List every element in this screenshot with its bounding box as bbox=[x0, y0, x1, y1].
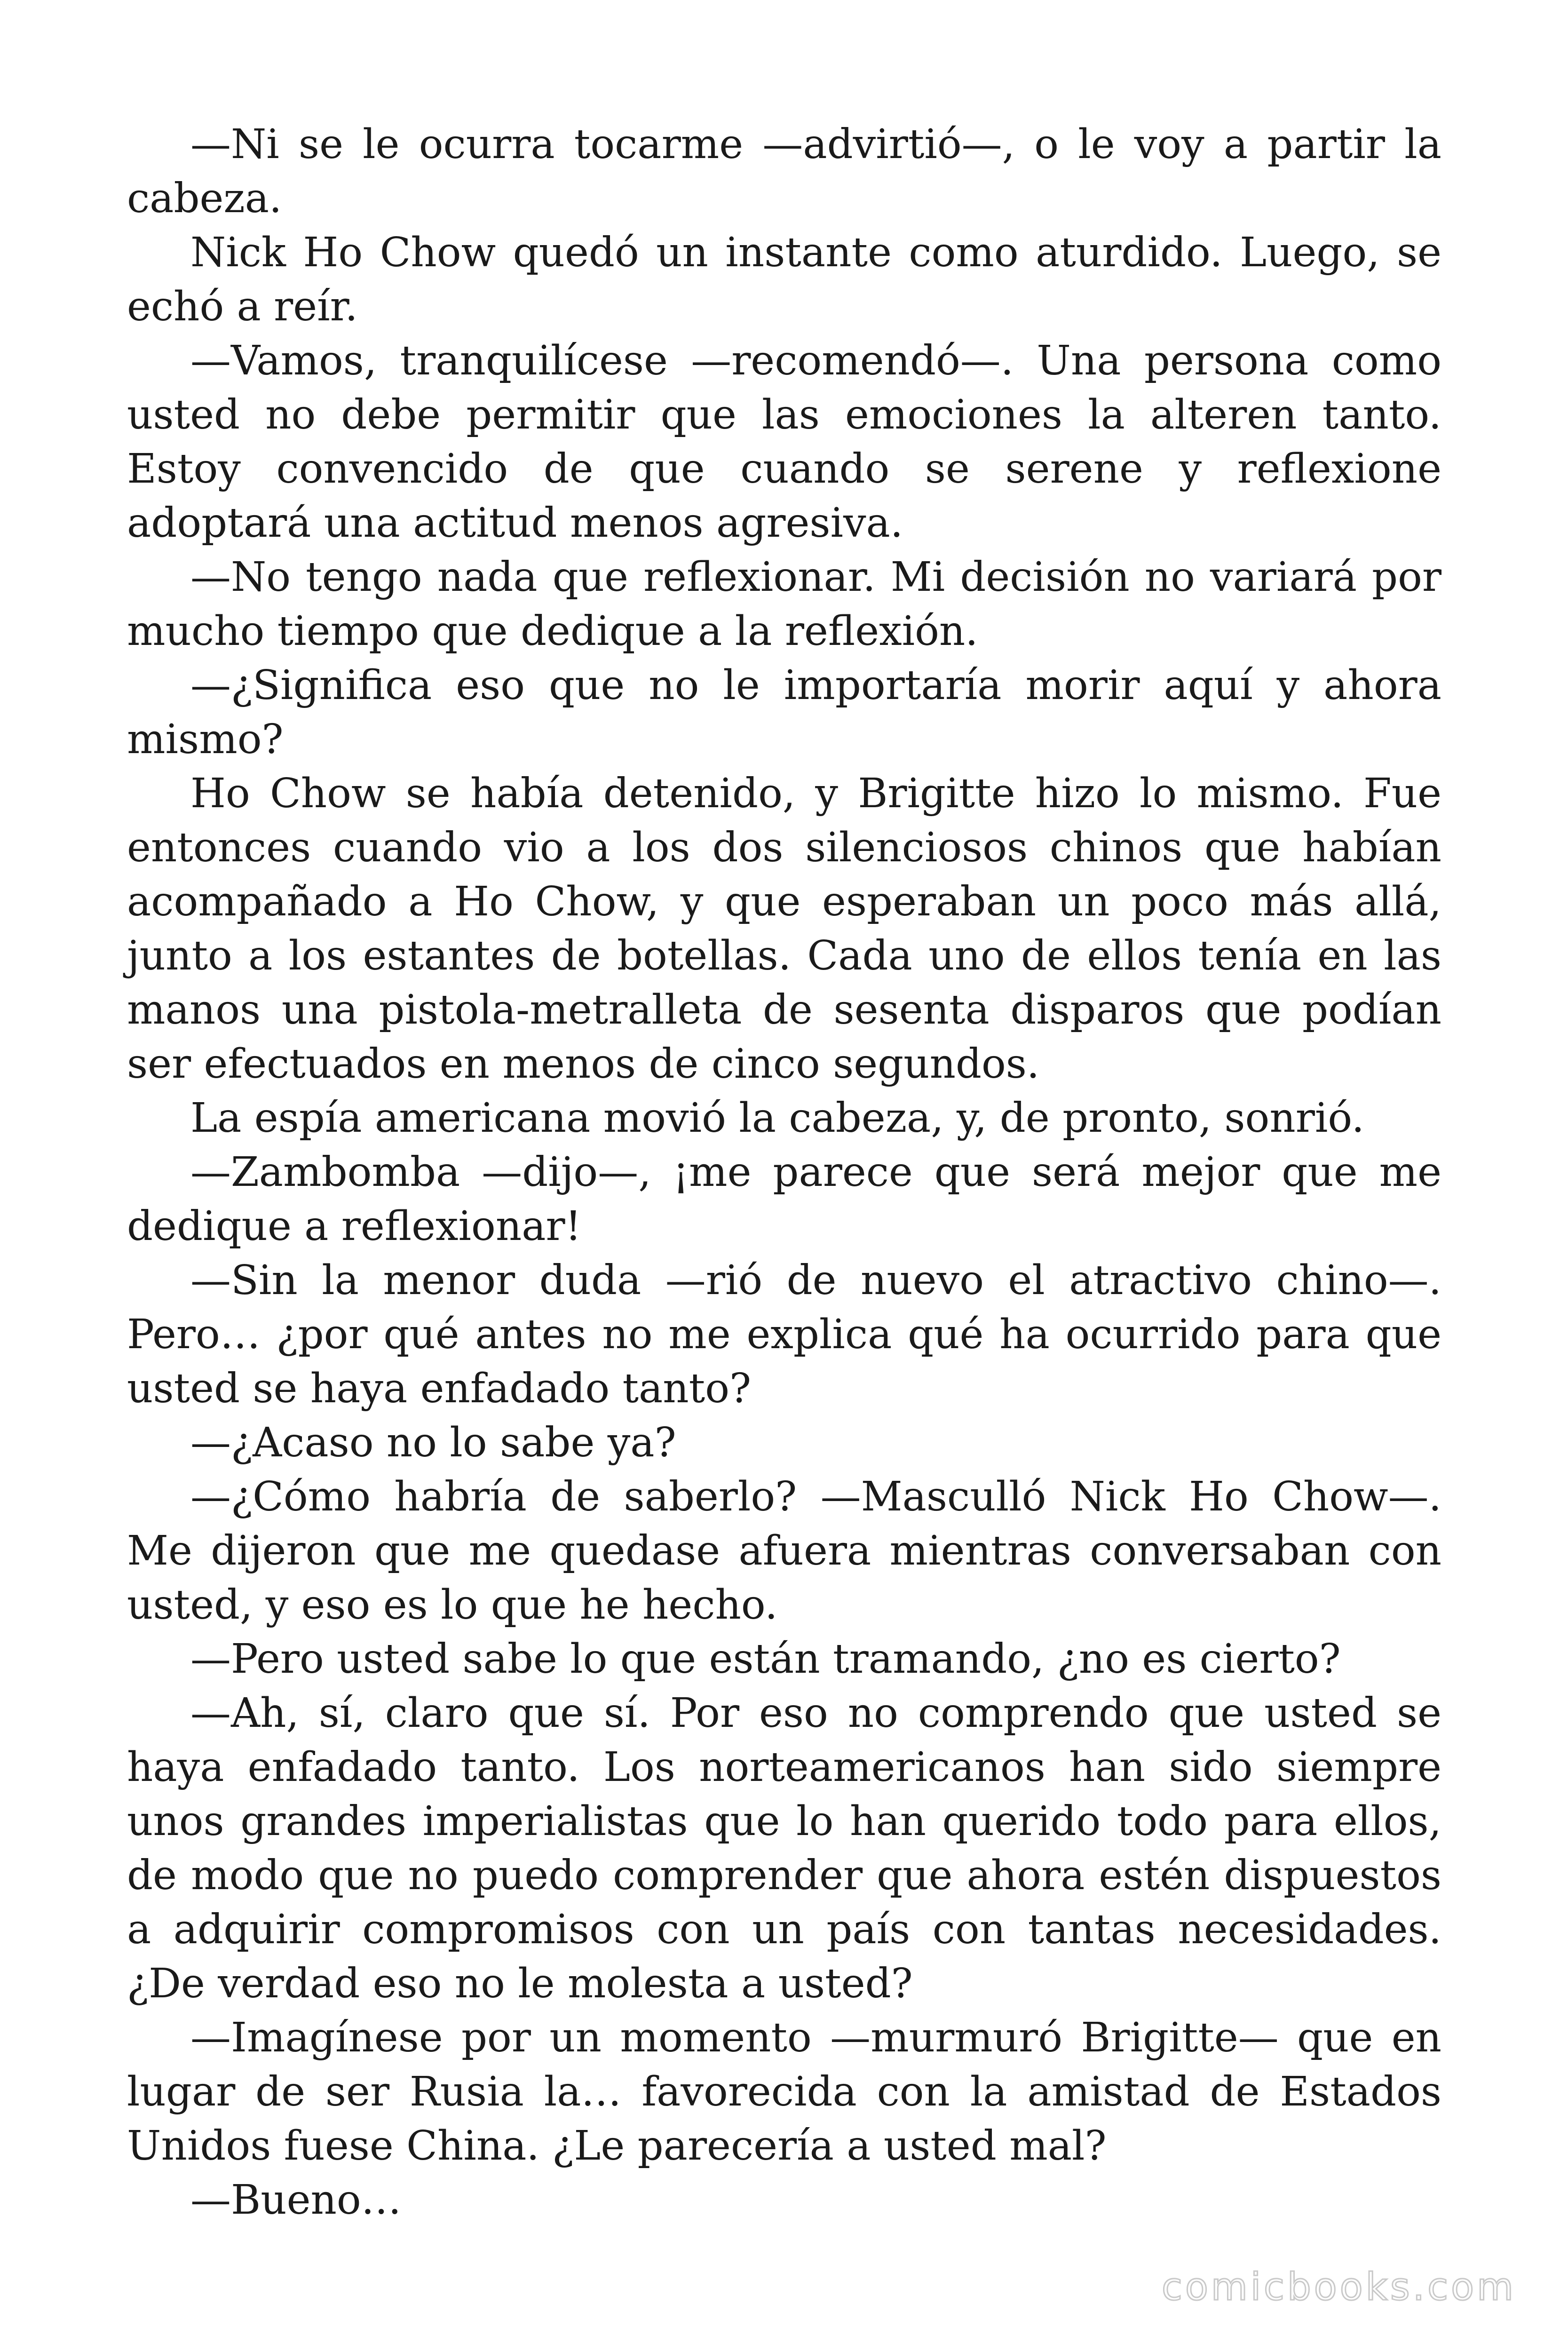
paragraph: —Pero usted sabe lo que están tramando, ¿no es cierto? bbox=[190, 1636, 1341, 1683]
paragraph: —Bueno… bbox=[190, 2177, 402, 2224]
paragraph: —Vamos, tranquilícese —recomendó—. Una persona como usted no debe permitir que las emociones la alteren tanto. Estoy convencido de que cuando se serene y reflexione adoptará una actitud menos agresiva. bbox=[127, 337, 1441, 547]
paragraph: —No tengo nada que reflexionar. Mi decisión no variará por mucho tiempo que dedique a la reflexión. bbox=[127, 554, 1441, 655]
paragraph: —Zambomba —dijo—, ¡me parece que será mejor que me dedique a reflexionar! bbox=[127, 1149, 1441, 1250]
paragraph: —¿Cómo habría de saberlo? —Masculló Nick Ho Chow—. Me dijeron que me quedase afuera mientras conversaban con usted, y eso es lo que he hecho. bbox=[127, 1473, 1441, 1629]
paragraph: —Ni se le ocurra tocarme —advirtió—, o le voy a partir la cabeza. bbox=[127, 121, 1441, 222]
paragraph: Ho Chow se había detenido, y Brigitte hizo lo mismo. Fue entonces cuando vio a los dos silenciosos chinos que habían acompañado a Ho Chow, y que esperaban un poco más allá, junto a los estantes de botellas. Cada uno de ellos tenía en las manos una pistola-metralleta de sesenta disparos que podían ser efectuados en menos de cinco segundos. bbox=[127, 770, 1441, 1088]
watermark: comicbooks.com bbox=[1161, 2265, 1516, 2309]
body-text bbox=[127, 118, 1441, 2227]
paragraph: Nick Ho Chow quedó un instante como aturdido. Luego, se echó a reír. bbox=[127, 229, 1441, 330]
paragraph: —¿Acaso no lo sabe ya? bbox=[190, 1419, 676, 1466]
paragraph: —Imagínese por un momento —murmuró Brigitte— que en lugar de ser Rusia la… favorecida con la amistad de Estados Unidos fuese China. ¿Le parecería a usted mal? bbox=[127, 2014, 1441, 2169]
paragraph: —Ah, sí, claro que sí. Por eso no comprendo que usted se haya enfadado tanto. Los norteamericanos han sido siempre unos grandes imperialistas que lo han querido todo para ellos, de modo que no puedo comprender que ahora estén dispuestos a adquirir compromisos con un país con tantas necesidades. ¿De verdad eso no le molesta a usted? bbox=[127, 1690, 1441, 2007]
paragraph: —Sin la menor duda —rió de nuevo el atractivo chino—. Pero… ¿por qué antes no me explica qué ha ocurrido para que usted se haya enfadado tanto? bbox=[127, 1257, 1441, 1412]
paragraph: La espía americana movió la cabeza, y, de pronto, sonrió. bbox=[190, 1095, 1364, 1142]
paragraph: —¿Significa eso que no le importaría morir aquí y ahora mismo? bbox=[127, 662, 1441, 763]
